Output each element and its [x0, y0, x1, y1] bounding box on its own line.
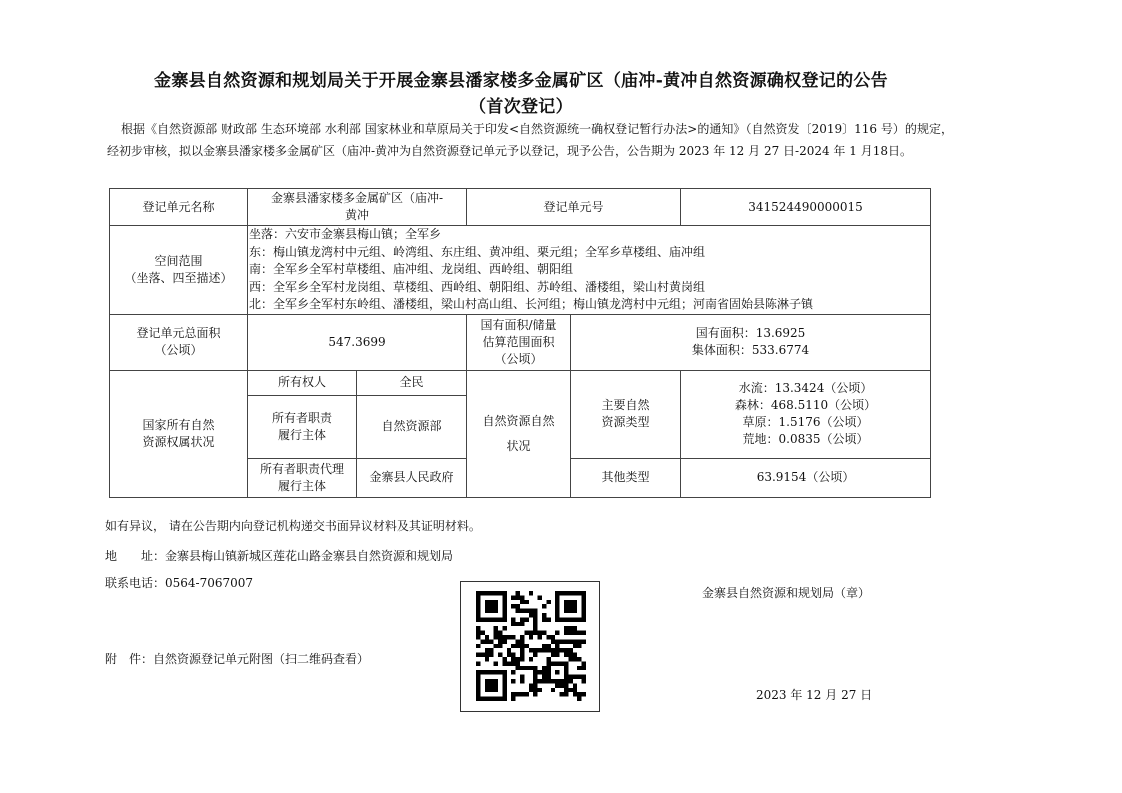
issue-date: 2023 年 12 月 27 日 — [756, 688, 873, 702]
qr-code-icon — [476, 591, 586, 701]
attachment-note: 附 件：自然资源登记单元附图（扫二维码查看） — [105, 652, 370, 666]
address: 地 址：金寨县梅山镇新城区莲花山路金寨县自然资源和规划局 — [105, 549, 454, 563]
unit-name-value: 金寨县潘家楼多金属矿区（庙冲- 黄冲 — [248, 189, 467, 226]
contact-phone: 联系电话：0564-7067007 — [105, 576, 254, 590]
scope-description: 坐落：六安市金寨县梅山镇；全军乡 东：梅山镇龙湾村中元组、岭湾组、东庄组、黄冲组、栗元组；全军乡草楼组、庙冲组 南：全军乡全军村草楼组、庙冲组、龙岗组、西岭组、朝阳组 西：全军乡全军村龙岗组、草楼组、西岭组、朝阳组、苏岭组、潘楼组，梁山村黄岗组 北：全军乡全军村东岭组、潘楼组，梁山村高山组、长河组；梅山镇龙湾村中元组；河南省固始县陈淋子镇 — [248, 226, 931, 315]
notice-title: 金寨县自然资源和规划局关于开展金寨县潘家楼多金属矿区（庙冲-黄冲自然资源确权登记的公告 — [154, 71, 888, 91]
other-type-value: 63.9154（公顷） — [681, 458, 931, 497]
total-area-label: 登记单元总面积 （公顷） — [110, 314, 248, 370]
duty-value: 自然资源部 — [357, 395, 467, 458]
unit-name-label: 登记单元名称 — [110, 189, 248, 226]
qr-code[interactable] — [460, 581, 600, 712]
registration-table — [109, 188, 931, 498]
notice-intro: 根据《自然资源部 财政部 生态环境部 水利部 国家林业和草原局关于印发<自然资源统一确权登记暂行办法>的通知》（自然资发〔2019〕116 号）的规定，经初步审核，拟以金寨县潘家楼多金属矿区（庙冲-黄冲为自然资源登记单元予以登记，现予公告，公告期为 2023 年 12 月 27 日-2024 年 1 月18日。 — [107, 122, 953, 158]
issuer-seal: 金寨县自然资源和规划局（章） — [702, 586, 871, 600]
nature-label: 自然资源自然 状况 — [467, 370, 571, 497]
owner-value: 全民 — [357, 370, 467, 395]
state-area-values: 国有面积：13.6925 集体面积：533.6774 — [571, 314, 931, 370]
notice-subtitle: （首次登记） — [469, 97, 573, 117]
scope-label: 空间范围 （坐落、四至描述） — [110, 226, 248, 315]
total-area-value: 547.3699 — [248, 314, 467, 370]
agent-value: 金寨县人民政府 — [357, 458, 467, 497]
duty-label: 所有者职责 履行主体 — [248, 395, 357, 458]
unit-no-value: 341524490000015 — [681, 189, 931, 226]
state-area-label: 国有面积/储量 估算范围面积 （公顷） — [467, 314, 571, 370]
objection-note: 如有异议， 请在公告期内向登记机构递交书面异议材料及其证明材料。 — [105, 519, 481, 533]
main-type-label: 主要自然 资源类型 — [571, 370, 681, 458]
owner-label: 所有权人 — [248, 370, 357, 395]
agent-label: 所有者职责代理 履行主体 — [248, 458, 357, 497]
ownership-label: 国家所有自然 资源权属状况 — [110, 370, 248, 497]
main-type-values: 水流：13.3424（公顷） 森林：468.5110（公顷） 草原：1.5176（公顷） 荒地：0.0835（公顷） — [681, 370, 931, 458]
other-type-label: 其他类型 — [571, 458, 681, 497]
unit-no-label: 登记单元号 — [467, 189, 681, 226]
